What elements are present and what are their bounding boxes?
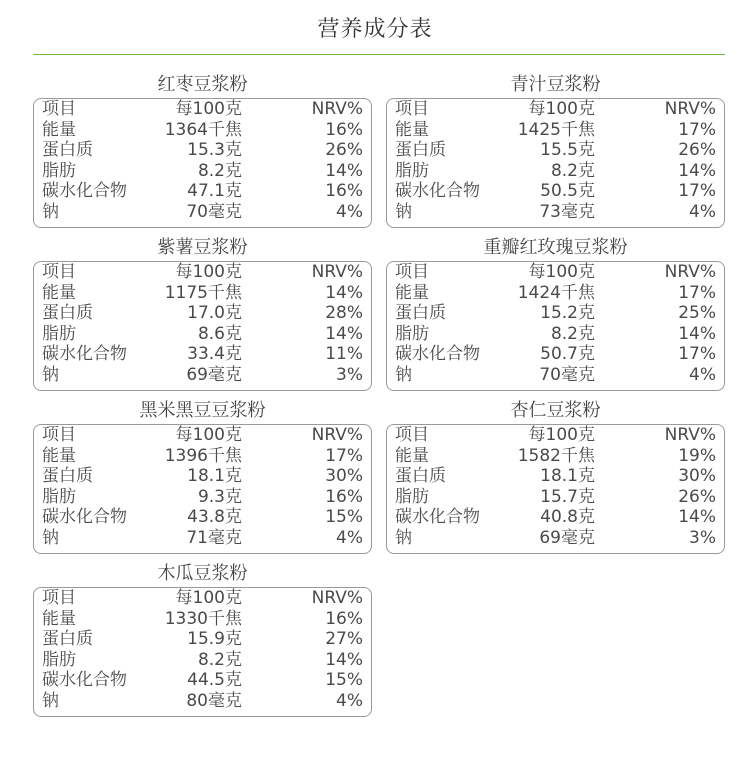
nutrient-name: 碳水化合物 — [395, 344, 480, 364]
nutrient-amount: 1582千焦 — [517, 445, 595, 466]
nutrient-amount: 1396千焦 — [164, 445, 242, 466]
nutrient-nrv: 11% — [325, 344, 363, 364]
header-per100g: 每100克 — [528, 262, 595, 282]
header-nrv: NRV% — [311, 262, 363, 282]
nutrient-nrv: 14% — [678, 323, 716, 344]
panel-title: 青汁豆浆粉 — [510, 74, 601, 95]
table-row — [395, 181, 716, 202]
nutrient-nrv: 4% — [336, 690, 363, 711]
nutrient-amount: 18.1克 — [540, 466, 595, 486]
header-nrv: NRV% — [664, 262, 716, 282]
nutrient-name: 能量 — [395, 445, 429, 466]
table-row — [42, 466, 363, 487]
nutrient-amount: 1424千焦 — [517, 282, 595, 303]
nutrient-nrv: 28% — [325, 303, 363, 323]
nutrient-amount: 50.5克 — [540, 181, 595, 201]
table-row — [395, 466, 716, 487]
nutrient-nrv: 14% — [678, 507, 716, 527]
table-row — [42, 303, 363, 324]
panel-black-rice-black-bean — [33, 398, 372, 554]
table-row — [42, 446, 363, 467]
header-nrv: NRV% — [311, 425, 363, 445]
header-item: 项目 — [42, 588, 76, 608]
table-row — [42, 140, 363, 161]
nutrient-amount: 15.2克 — [540, 303, 595, 323]
table-row — [42, 161, 363, 182]
nutrient-name: 脂肪 — [42, 160, 76, 181]
nutrient-amount: 15.3克 — [187, 140, 242, 160]
nutrient-name: 碳水化合物 — [42, 670, 127, 690]
nutrient-name: 碳水化合物 — [42, 507, 127, 527]
nutrient-name: 碳水化合物 — [395, 507, 480, 527]
nutrient-amount: 8.6克 — [197, 323, 242, 344]
nutrient-nrv: 3% — [689, 527, 716, 548]
panel-almond — [386, 398, 725, 554]
nutrient-amount: 1175千焦 — [164, 282, 242, 303]
nutrient-name: 脂肪 — [42, 486, 76, 507]
table-row — [42, 344, 363, 365]
nutrient-nrv: 25% — [678, 303, 716, 323]
table-row — [395, 303, 716, 324]
nutrition-table — [33, 424, 372, 554]
table-row — [395, 140, 716, 161]
header-item: 项目 — [42, 99, 76, 119]
table-row — [42, 120, 363, 141]
nutrient-name: 碳水化合物 — [395, 181, 480, 201]
nutrient-amount: 71毫克 — [186, 527, 242, 548]
nutrient-amount: 15.5克 — [540, 140, 595, 160]
nutrient-name: 钠 — [42, 201, 59, 222]
header-per100g: 每100克 — [175, 99, 242, 119]
header-nrv: NRV% — [664, 99, 716, 119]
nutrient-nrv: 4% — [336, 527, 363, 548]
table-row — [395, 528, 716, 549]
header-per100g: 每100克 — [528, 425, 595, 445]
nutrient-amount: 1425千焦 — [517, 119, 595, 140]
table-row — [42, 487, 363, 508]
nutrient-name: 能量 — [395, 119, 429, 140]
nutrient-amount: 33.4克 — [187, 344, 242, 364]
nutrient-nrv: 30% — [325, 466, 363, 486]
table-row — [395, 487, 716, 508]
nutrient-name: 脂肪 — [395, 486, 429, 507]
nutrient-nrv: 4% — [689, 201, 716, 222]
nutrition-table — [386, 261, 725, 391]
table-row — [395, 120, 716, 141]
header-item: 项目 — [42, 262, 76, 282]
nutrient-name: 蛋白质 — [395, 140, 446, 160]
table-header-row — [42, 99, 363, 120]
nutrient-amount: 9.3克 — [197, 486, 242, 507]
nutrient-name: 能量 — [395, 282, 429, 303]
nutrition-table — [33, 261, 372, 391]
nutrient-nrv: 26% — [678, 486, 716, 507]
table-row — [395, 202, 716, 223]
nutrient-name: 能量 — [42, 119, 76, 140]
table-header-row — [395, 425, 716, 446]
nutrient-amount: 8.2克 — [550, 323, 595, 344]
nutrient-name: 蛋白质 — [42, 303, 93, 323]
nutrient-name: 脂肪 — [42, 323, 76, 344]
nutrient-amount: 43.8克 — [187, 507, 242, 527]
table-row — [42, 609, 363, 630]
nutrient-nrv: 16% — [325, 181, 363, 201]
nutrient-amount: 73毫克 — [539, 201, 595, 222]
nutrient-name: 蛋白质 — [42, 140, 93, 160]
table-header-row — [395, 99, 716, 120]
nutrition-table — [386, 98, 725, 228]
header-per100g: 每100克 — [175, 262, 242, 282]
nutrient-nrv: 19% — [678, 445, 716, 466]
table-header-row — [42, 262, 363, 283]
nutrient-name: 脂肪 — [395, 160, 429, 181]
nutrient-name: 能量 — [42, 608, 76, 629]
table-row — [42, 181, 363, 202]
nutrient-amount: 69毫克 — [186, 364, 242, 385]
panel-red-date — [33, 72, 372, 228]
table-row — [395, 507, 716, 528]
nutrient-amount: 47.1克 — [187, 181, 242, 201]
panel-title: 紫薯豆浆粉 — [157, 237, 248, 258]
page-title: 营养成分表 — [317, 17, 433, 42]
nutrient-nrv: 4% — [689, 364, 716, 385]
panel-title: 木瓜豆浆粉 — [157, 563, 248, 584]
header-per100g: 每100克 — [175, 588, 242, 608]
nutrient-nrv: 16% — [325, 119, 363, 140]
nutrient-nrv: 16% — [325, 486, 363, 507]
panel-title: 重瓣红玫瑰豆浆粉 — [483, 237, 628, 258]
table-header-row — [395, 262, 716, 283]
nutrient-amount: 80毫克 — [186, 690, 242, 711]
nutrient-amount: 1330千焦 — [164, 608, 242, 629]
table-row — [42, 365, 363, 386]
panel-double-rose — [386, 235, 725, 391]
nutrient-nrv: 17% — [678, 282, 716, 303]
nutrient-nrv: 27% — [325, 629, 363, 649]
panel-title: 黑米黑豆豆浆粉 — [139, 400, 266, 421]
nutrient-name: 钠 — [395, 201, 412, 222]
nutrient-nrv: 14% — [325, 649, 363, 670]
header-per100g: 每100克 — [175, 425, 242, 445]
nutrient-amount: 50.7克 — [540, 344, 595, 364]
nutrient-amount: 15.9克 — [187, 629, 242, 649]
header-item: 项目 — [395, 99, 429, 119]
table-row — [42, 650, 363, 671]
table-row — [395, 446, 716, 467]
nutrient-name: 蛋白质 — [395, 466, 446, 486]
nutrient-amount: 8.2克 — [550, 160, 595, 181]
nutrient-amount: 15.7克 — [540, 486, 595, 507]
nutrient-name: 脂肪 — [395, 323, 429, 344]
nutrient-nrv: 15% — [325, 507, 363, 527]
table-row — [42, 691, 363, 712]
table-row — [395, 283, 716, 304]
nutrient-name: 碳水化合物 — [42, 181, 127, 201]
table-row — [42, 324, 363, 345]
nutrient-nrv: 14% — [678, 160, 716, 181]
nutrient-nrv: 14% — [325, 282, 363, 303]
panel-title: 红枣豆浆粉 — [157, 74, 248, 95]
nutrient-nrv: 16% — [325, 608, 363, 629]
nutrient-amount: 70毫克 — [186, 201, 242, 222]
nutrient-amount: 70毫克 — [539, 364, 595, 385]
nutrient-name: 蛋白质 — [42, 629, 93, 649]
table-row — [395, 344, 716, 365]
table-row — [395, 161, 716, 182]
nutrient-amount: 44.5克 — [187, 670, 242, 690]
header-nrv: NRV% — [664, 425, 716, 445]
table-row — [395, 324, 716, 345]
nutrient-name: 能量 — [42, 445, 76, 466]
panel-purple-sweet-potato — [33, 235, 372, 391]
nutrient-name: 钠 — [42, 527, 59, 548]
nutrient-name: 碳水化合物 — [42, 344, 127, 364]
panel-papaya — [33, 561, 372, 717]
table-row — [42, 528, 363, 549]
nutrient-name: 钠 — [42, 364, 59, 385]
nutrition-table — [386, 424, 725, 554]
nutrient-name: 蛋白质 — [395, 303, 446, 323]
nutrient-amount: 1364千焦 — [164, 119, 242, 140]
nutrient-name: 脂肪 — [42, 649, 76, 670]
nutrient-nrv: 17% — [678, 344, 716, 364]
table-row — [42, 283, 363, 304]
nutrient-nrv: 30% — [678, 466, 716, 486]
nutrient-nrv: 26% — [678, 140, 716, 160]
table-row — [395, 365, 716, 386]
nutrient-nrv: 14% — [325, 323, 363, 344]
nutrient-amount: 17.0克 — [187, 303, 242, 323]
nutrient-amount: 40.8克 — [540, 507, 595, 527]
nutrition-table — [33, 98, 372, 228]
header-nrv: NRV% — [311, 99, 363, 119]
nutrient-name: 钠 — [395, 364, 412, 385]
nutrient-nrv: 15% — [325, 670, 363, 690]
nutrient-name: 蛋白质 — [42, 466, 93, 486]
nutrient-amount: 69毫克 — [539, 527, 595, 548]
nutrient-nrv: 17% — [678, 119, 716, 140]
nutrient-nrv: 3% — [336, 364, 363, 385]
nutrient-amount: 8.2克 — [197, 160, 242, 181]
nutrient-nrv: 17% — [325, 445, 363, 466]
nutrient-name: 能量 — [42, 282, 76, 303]
header-per100g: 每100克 — [528, 99, 595, 119]
nutrient-nrv: 14% — [325, 160, 363, 181]
nutrient-nrv: 26% — [325, 140, 363, 160]
panel-green-juice — [386, 72, 725, 228]
table-header-row — [42, 588, 363, 609]
nutrient-nrv: 17% — [678, 181, 716, 201]
header-nrv: NRV% — [311, 588, 363, 608]
table-row — [42, 202, 363, 223]
nutrient-name: 钠 — [42, 690, 59, 711]
nutrient-amount: 8.2克 — [197, 649, 242, 670]
header-item: 项目 — [395, 425, 429, 445]
title-divider — [33, 54, 725, 55]
table-row — [42, 507, 363, 528]
panel-title: 杏仁豆浆粉 — [510, 400, 601, 421]
nutrient-amount: 18.1克 — [187, 466, 242, 486]
nutrition-table — [33, 587, 372, 717]
table-header-row — [42, 425, 363, 446]
table-row — [42, 670, 363, 691]
nutrient-name: 钠 — [395, 527, 412, 548]
table-row — [42, 629, 363, 650]
header-item: 项目 — [42, 425, 76, 445]
header-item: 项目 — [395, 262, 429, 282]
nutrient-nrv: 4% — [336, 201, 363, 222]
